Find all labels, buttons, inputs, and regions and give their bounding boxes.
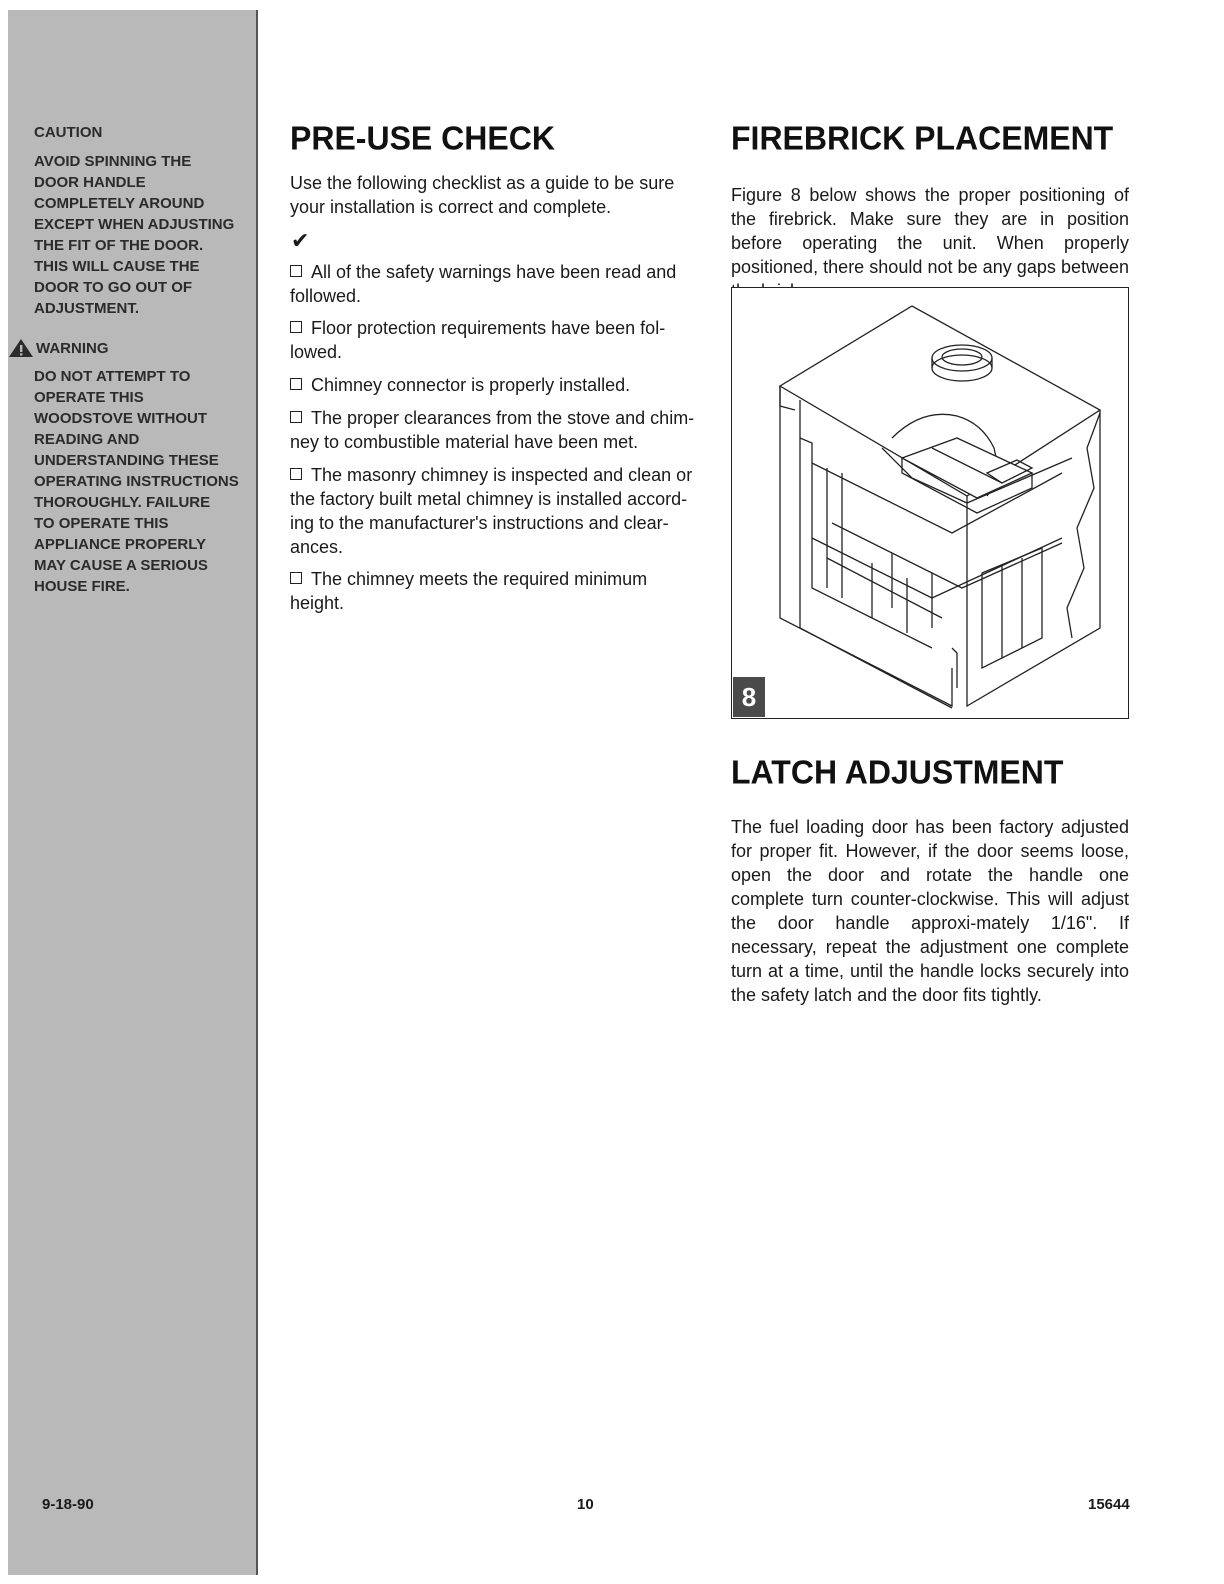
footer-date: 9-18-90: [42, 1496, 94, 1513]
checkbox-icon: [290, 321, 302, 333]
firebrick-figure: [731, 287, 1129, 719]
checkbox-icon: [290, 468, 302, 480]
caution-block: [34, 122, 244, 319]
warning-block: [34, 366, 244, 597]
checkbox-icon: [290, 411, 302, 423]
checkbox-icon: [290, 265, 302, 277]
warning-heading: [8, 338, 109, 358]
checklist-item: The masonry chimney is inspected and clean or the factory built metal chimney is installed accord-ing to the manufacturer's instructions and clear-ances.: [290, 465, 693, 557]
preuse-intro: Use the following checklist as a guide to be sure your installation is correct and complete.: [290, 173, 675, 217]
latch-text: The fuel loading door has been factory adjusted for proper fit. However, if the door seems loose, open the door and rotate the handle one complete turn counter-clockwise. This will adjust the door handle approxi-mately 1/16". If necessary, repeat the adjustment one complete turn at a time, until the handle locks securely into the safety latch and the door fits tightly.: [731, 817, 1129, 1005]
checklist-item: The proper clearances from the stove and chim-ney to combustible material have been met.: [290, 408, 695, 452]
checkmark-icon: ✔: [291, 228, 310, 253]
caution-title: CAUTION: [34, 124, 103, 141]
page-number: 10: [577, 1496, 594, 1513]
preuse-title: PRE-USE CHECK: [290, 119, 555, 157]
warning-title: WARNING: [36, 339, 109, 357]
firebrick-title: FIREBRICK PLACEMENT: [731, 119, 1114, 157]
warning-triangle-icon: [8, 338, 34, 358]
checklist-item: Chimney connector is properly installed.: [290, 373, 700, 397]
firebrick-stove-diagram: [732, 288, 1128, 718]
doc-number: 15644: [1088, 1496, 1130, 1513]
checkbox-icon: [290, 378, 302, 390]
checkbox-icon: [290, 572, 302, 584]
latch-title: LATCH ADJUSTMENT: [731, 753, 1064, 791]
checklist-item: Floor protection requirements have been fol-lowed.: [290, 318, 666, 362]
firebrick-text: Figure 8 below shows the proper positioning of the firebrick. Make sure they are in position before operating the unit. When properly positioned, there should not be any gaps between: [731, 185, 1129, 277]
checklist-item: The chimney meets the required minimum height.: [290, 569, 648, 613]
caution-text: AVOID SPINNING THE DOOR HANDLE COMPLETELY AROUND EXCEPT WHEN ADJUSTING THE FIT OF THE DOOR. THIS WILL CAUSE THE DOOR TO GO OUT OF ADJUSTMENT.: [34, 153, 235, 317]
warning-text: DO NOT ATTEMPT TO OPERATE THIS WOODSTOVE WITHOUT READING AND UNDERSTANDING THESE OPERATING INSTRUCTIONS THOROUGHLY. FAILURE TO OPERATE THIS APPLIANCE PROPERLY MAY CAUSE A SERIOUS HOUSE FIRE.: [34, 368, 239, 595]
checklist-item: All of the safety warnings have been read and followed.: [290, 262, 677, 306]
figure-number-badge: 8: [733, 677, 765, 717]
